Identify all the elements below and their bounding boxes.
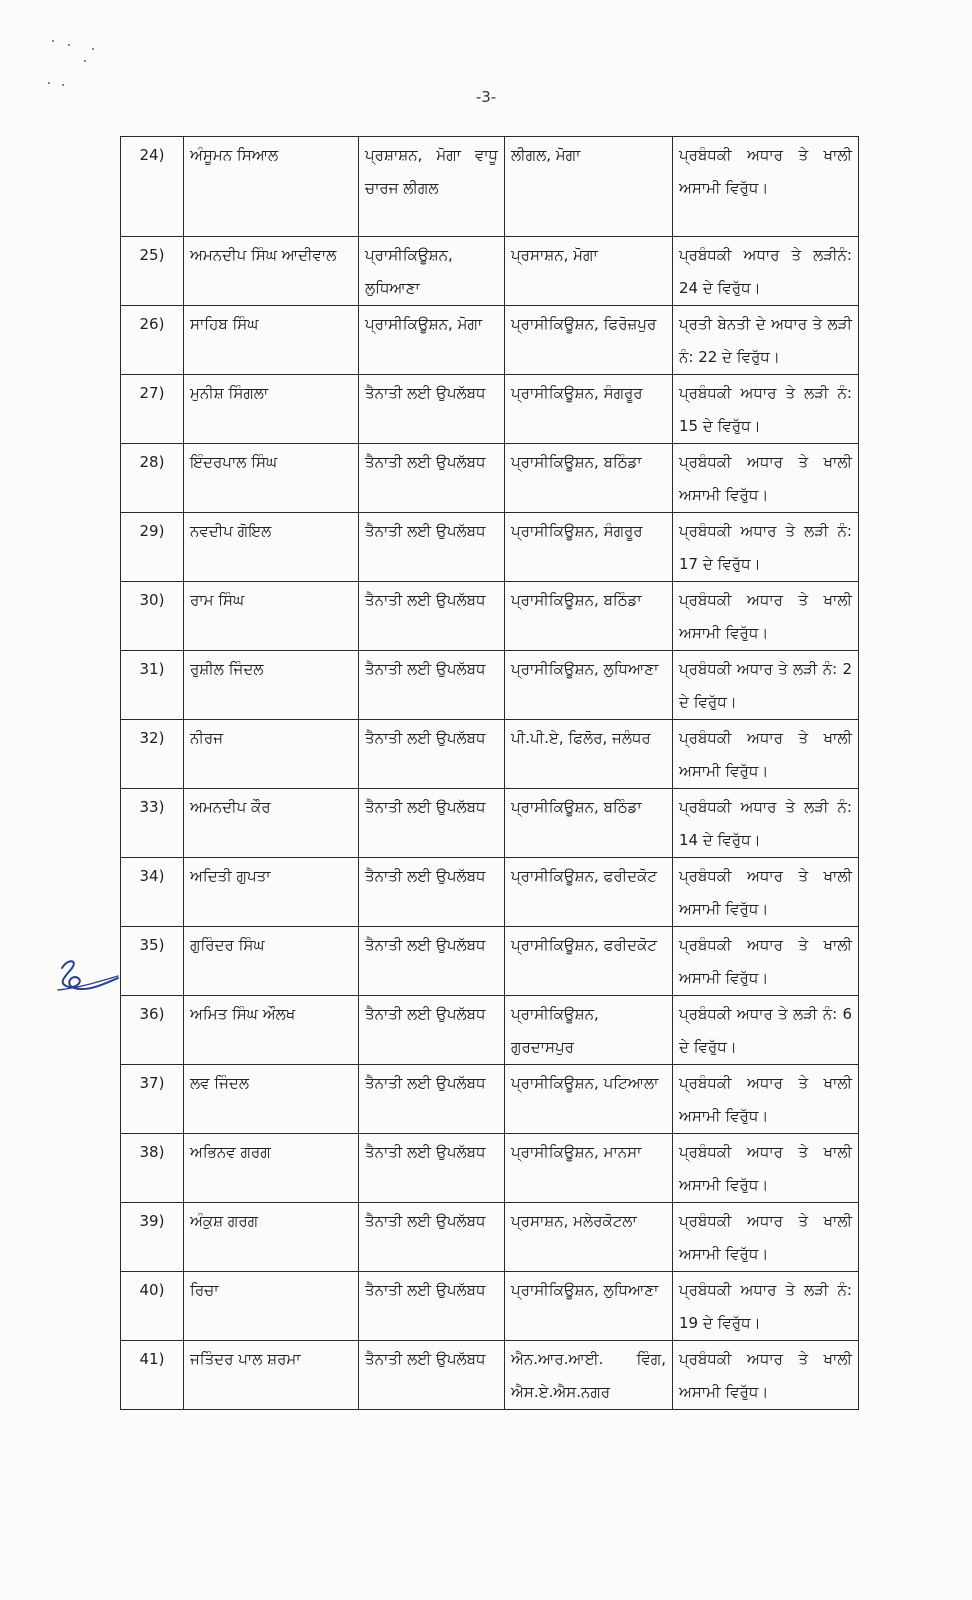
from-posting: ਤੈਨਾਤੀ ਲਈ ਉਪਲੱਬਧ <box>359 720 505 789</box>
officer-name: ਗੁਰਿੰਦਰ ਸਿੰਘ <box>184 927 359 996</box>
to-posting: ਪ੍ਰਸਾਸ਼ਨ, ਮਲੇਰਕੋਟਲਾ <box>505 1203 673 1272</box>
officer-name: ਰਿਚਾ <box>184 1272 359 1341</box>
to-posting: ਪ੍ਰਾਸੀਕਿਊਸ਼ਨ, ਲੁਧਿਆਣਾ <box>505 1272 673 1341</box>
from-posting: ਤੈਨਾਤੀ ਲਈ ਉਪਲੱਬਧ <box>359 1134 505 1203</box>
remark: ਪ੍ਰਬੰਧਕੀ ਅਧਾਰ ਤੇ ਲੜੀ ਨੰ: 19 ਦੇ ਵਿਰੁੱਧ। <box>673 1272 859 1341</box>
row-number: 33) <box>121 789 184 858</box>
to-posting: ਪ੍ਰਾਸੀਕਿਊਸ਼ਨ, ਸੰਗਰੂਰ <box>505 375 673 444</box>
to-posting: ਪ੍ਰਾਸੀਕਿਊਸ਼ਨ, ਮਾਨਸਾ <box>505 1134 673 1203</box>
to-posting: ਪ੍ਰਾਸੀਕਿਊਸ਼ਨ, ਬਠਿੰਡਾ <box>505 444 673 513</box>
from-posting: ਤੈਨਾਤੀ ਲਈ ਉਪਲੱਬਧ <box>359 513 505 582</box>
officer-name: ਸਾਹਿਬ ਸਿੰਘ <box>184 306 359 375</box>
table-row <box>121 1065 859 1134</box>
officer-name: ਨਵਦੀਪ ਗੋਇਲ <box>184 513 359 582</box>
from-posting: ਪ੍ਰਾਸੀਕਿਊਸ਼ਨ, ਮੋਗਾ <box>359 306 505 375</box>
remark: ਪ੍ਰਬੰਧਕੀ ਅਧਾਰ ਤੇ ਖਾਲੀ ਅਸਾਮੀ ਵਿਰੁੱਧ। <box>673 582 859 651</box>
remark: ਪ੍ਰਬੰਧਕੀ ਅਧਾਰ ਤੇ ਖਾਲੀ ਅਸਾਮੀ ਵਿਰੁੱਧ। <box>673 927 859 996</box>
officer-name: ਅਭਿਨਵ ਗਰਗ <box>184 1134 359 1203</box>
from-posting: ਤੈਨਾਤੀ ਲਈ ਉਪਲੱਬਧ <box>359 1272 505 1341</box>
table-row <box>121 513 859 582</box>
table-row <box>121 237 859 306</box>
to-posting: ਪ੍ਰਾਸੀਕਿਊਸ਼ਨ, ਪਟਿਆਲਾ <box>505 1065 673 1134</box>
remark: ਪ੍ਰਬੰਧਕੀ ਅਧਾਰ ਤੇ ਖਾਲੀ ਅਸਾਮੀ ਵਿਰੁੱਧ। <box>673 1203 859 1272</box>
remark: ਪ੍ਰਬੰਧਕੀ ਅਧਾਰ ਤੇ ਖਾਲੀ ਅਸਾਮੀ ਵਿਰੁੱਧ। <box>673 1134 859 1203</box>
remark: ਪ੍ਰਬੰਧਕੀ ਅਧਾਰ ਤੇ ਲੜੀਨੰ: 24 ਦੇ ਵਿਰੁੱਧ। <box>673 237 859 306</box>
remark: ਪ੍ਰਬੰਧਕੀ ਅਧਾਰ ਤੇ ਖਾਲੀ ਅਸਾਮੀ ਵਿਰੁੱਧ। <box>673 720 859 789</box>
officer-name: ਅਦਿਤੀ ਗੁਪਤਾ <box>184 858 359 927</box>
from-posting: ਤੈਨਾਤੀ ਲਈ ਉਪਲੱਬਧ <box>359 1065 505 1134</box>
row-number: 30) <box>121 582 184 651</box>
table-row <box>121 858 859 927</box>
table-row <box>121 1272 859 1341</box>
to-posting: ਪ੍ਰਾਸੀਕਿਊਸ਼ਨ, ਲੁਧਿਆਣਾ <box>505 651 673 720</box>
to-posting: ਪ੍ਰਾਸੀਕਿਊਸ਼ਨ, ਬਠਿੰਡਾ <box>505 789 673 858</box>
table-row <box>121 137 859 237</box>
officer-name: ਅਮਿਤ ਸਿੰਘ ਔਲਖ <box>184 996 359 1065</box>
row-number: 32) <box>121 720 184 789</box>
to-posting: ਲੀਗਲ, ਮੋਗਾ <box>505 137 673 237</box>
from-posting: ਤੈਨਾਤੀ ਲਈ ਉਪਲੱਬਧ <box>359 858 505 927</box>
scan-speck <box>92 48 94 50</box>
remark: ਪ੍ਰਬੰਧਕੀ ਅਧਾਰ ਤੇ ਲੜੀ ਨੰ: 15 ਦੇ ਵਿਰੁੱਧ। <box>673 375 859 444</box>
officer-name: ਅਮਨਦੀਪ ਕੌਰ <box>184 789 359 858</box>
officer-name: ਅੰਸੂਮਨ ਸਿਆਲ <box>184 137 359 237</box>
to-posting: ਪ੍ਰਾਸੀਕਿਊਸ਼ਨ, ਗੁਰਦਾਸਪੁਰ <box>505 996 673 1065</box>
row-number: 29) <box>121 513 184 582</box>
remark: ਪ੍ਰਬੰਧਕੀ ਅਧਾਰ ਤੇ ਲੜੀ ਨੰ: 6 ਦੇ ਵਿਰੁੱਧ। <box>673 996 859 1065</box>
remark: ਪ੍ਰਬੰਧਕੀ ਅਧਾਰ ਤੇ ਖਾਲੀ ਅਸਾਮੀ ਵਿਰੁੱਧ। <box>673 137 859 237</box>
scan-speck <box>84 60 86 62</box>
officer-name: ਲਵ ਜਿੰਦਲ <box>184 1065 359 1134</box>
officer-name: ਰੁਸ਼ੀਲ ਜਿੰਦਲ <box>184 651 359 720</box>
officer-name: ਨੀਰਜ <box>184 720 359 789</box>
row-number: 40) <box>121 1272 184 1341</box>
row-number: 28) <box>121 444 184 513</box>
from-posting: ਤੈਨਾਤੀ ਲਈ ਉਪਲੱਬਧ <box>359 1341 505 1410</box>
to-posting: ਪ੍ਰਾਸੀਕਿਊਸ਼ਨ, ਫਰੀਦਕੋਟ <box>505 858 673 927</box>
table-row <box>121 375 859 444</box>
from-posting: ਤੈਨਾਤੀ ਲਈ ਉਪਲੱਬਧ <box>359 582 505 651</box>
table-row <box>121 444 859 513</box>
from-posting: ਤੈਨਾਤੀ ਲਈ ਉਪਲੱਬਧ <box>359 789 505 858</box>
to-posting: ਪ੍ਰਾਸੀਕਿਊਸ਼ਨ, ਫਿਰੋਜ਼ਪੁਰ <box>505 306 673 375</box>
to-posting: ਐਨ.ਆਰ.ਆਈ. ਵਿੰਗ, ਐਸ.ਏ.ਐਸ.ਨਗਰ <box>505 1341 673 1410</box>
row-number: 31) <box>121 651 184 720</box>
row-number: 27) <box>121 375 184 444</box>
table-row <box>121 927 859 996</box>
row-number: 37) <box>121 1065 184 1134</box>
row-number: 38) <box>121 1134 184 1203</box>
table-row <box>121 789 859 858</box>
from-posting: ਤੈਨਾਤੀ ਲਈ ਉਪਲੱਬਧ <box>359 375 505 444</box>
table-row <box>121 651 859 720</box>
officer-name: ਮੁਨੀਸ਼ ਸਿੰਗਲਾ <box>184 375 359 444</box>
from-posting: ਤੈਨਾਤੀ ਲਈ ਉਪਲੱਬਧ <box>359 996 505 1065</box>
officer-name: ਅੰਕੁਸ਼ ਗਰਗ <box>184 1203 359 1272</box>
table-row <box>121 1134 859 1203</box>
table-body <box>121 137 859 1410</box>
table-row <box>121 582 859 651</box>
remark: ਪ੍ਰਬੰਧਕੀ ਅਧਾਰ ਤੇ ਖਾਲੀ ਅਸਾਮੀ ਵਿਰੁੱਧ। <box>673 444 859 513</box>
officer-name: ਅਮਨਦੀਪ ਸਿੰਘ ਆਦੀਵਾਲ <box>184 237 359 306</box>
row-number: 24) <box>121 137 184 237</box>
remark: ਪ੍ਰਬੰਧਕੀ ਅਧਾਰ ਤੇ ਖਾਲੀ ਅਸਾਮੀ ਵਿਰੁੱਧ। <box>673 858 859 927</box>
row-number: 36) <box>121 996 184 1065</box>
row-number: 39) <box>121 1203 184 1272</box>
table-row <box>121 1203 859 1272</box>
remark: ਪ੍ਰਬੰਧਕੀ ਅਧਾਰ ਤੇ ਲੜੀ ਨੰ: 17 ਦੇ ਵਿਰੁੱਧ। <box>673 513 859 582</box>
from-posting: ਤੈਨਾਤੀ ਲਈ ਉਪਲੱਬਧ <box>359 927 505 996</box>
row-number: 34) <box>121 858 184 927</box>
transfer-table <box>120 136 859 1410</box>
to-posting: ਪੀ.ਪੀ.ਏ, ਫਿਲੋਰ, ਜਲੰਧਰ <box>505 720 673 789</box>
from-posting: ਪ੍ਰਾਸੀਕਿਊਸ਼ਨ, ਲੁਧਿਆਣਾ <box>359 237 505 306</box>
from-posting: ਤੈਨਾਤੀ ਲਈ ਉਪਲੱਬਧ <box>359 651 505 720</box>
remark: ਪ੍ਰਤੀ ਬੇਨਤੀ ਦੇ ਅਧਾਰ ਤੇ ਲੜੀ ਨੰ: 22 ਦੇ ਵਿਰੁੱਧ। <box>673 306 859 375</box>
row-number: 35) <box>121 927 184 996</box>
row-number: 25) <box>121 237 184 306</box>
from-posting: ਪ੍ਰਸ਼ਾਸ਼ਨ, ਮੋਗਾ ਵਾਧੂ ਚਾਰਜ ਲੀਗਲ <box>359 137 505 237</box>
row-number: 41) <box>121 1341 184 1410</box>
to-posting: ਪ੍ਰਾਸੀਕਿਊਸ਼ਨ, ਸੰਗਰੂਰ <box>505 513 673 582</box>
page-number: -3- <box>475 88 497 106</box>
table-row <box>121 720 859 789</box>
remark: ਪ੍ਰਬੰਧਕੀ ਅਧਾਰ ਤੇ ਖਾਲੀ ਅਸਾਮੀ ਵਿਰੁੱਧ। <box>673 1341 859 1410</box>
scan-speck <box>52 40 54 42</box>
officer-name: ਰਾਮ ਸਿੰਘ <box>184 582 359 651</box>
scan-speck <box>62 84 64 86</box>
row-number: 26) <box>121 306 184 375</box>
from-posting: ਤੈਨਾਤੀ ਲਈ ਉਪਲੱਬਧ <box>359 1203 505 1272</box>
to-posting: ਪ੍ਰਾਸੀਕਿਊਸ਼ਨ, ਬਠਿੰਡਾ <box>505 582 673 651</box>
table-row <box>121 1341 859 1410</box>
remark: ਪ੍ਰਬੰਧਕੀ ਅਧਾਰ ਤੇ ਲੜੀ ਨੰ: 2 ਦੇ ਵਿਰੁੱਧ। <box>673 651 859 720</box>
officer-name: ਇੰਦਰਪਾਲ ਸਿੰਘ <box>184 444 359 513</box>
from-posting: ਤੈਨਾਤੀ ਲਈ ਉਪਲੱਬਧ <box>359 444 505 513</box>
officer-name: ਜਤਿੰਦਰ ਪਾਲ ਸ਼ਰਮਾ <box>184 1341 359 1410</box>
to-posting: ਪ੍ਰਸਾਸ਼ਨ, ਮੋਗਾ <box>505 237 673 306</box>
scan-speck <box>48 82 50 84</box>
remark: ਪ੍ਰਬੰਧਕੀ ਅਧਾਰ ਤੇ ਲੜੀ ਨੰ: 14 ਦੇ ਵਿਰੁੱਧ। <box>673 789 859 858</box>
scan-speck <box>68 44 70 46</box>
signature-mark <box>48 948 120 998</box>
to-posting: ਪ੍ਰਾਸੀਕਿਊਸ਼ਨ, ਫਰੀਦਕੋਟ <box>505 927 673 996</box>
remark: ਪ੍ਰਬੰਧਕੀ ਅਧਾਰ ਤੇ ਖਾਲੀ ਅਸਾਮੀ ਵਿਰੁੱਧ। <box>673 1065 859 1134</box>
table-row <box>121 996 859 1065</box>
table-row <box>121 306 859 375</box>
